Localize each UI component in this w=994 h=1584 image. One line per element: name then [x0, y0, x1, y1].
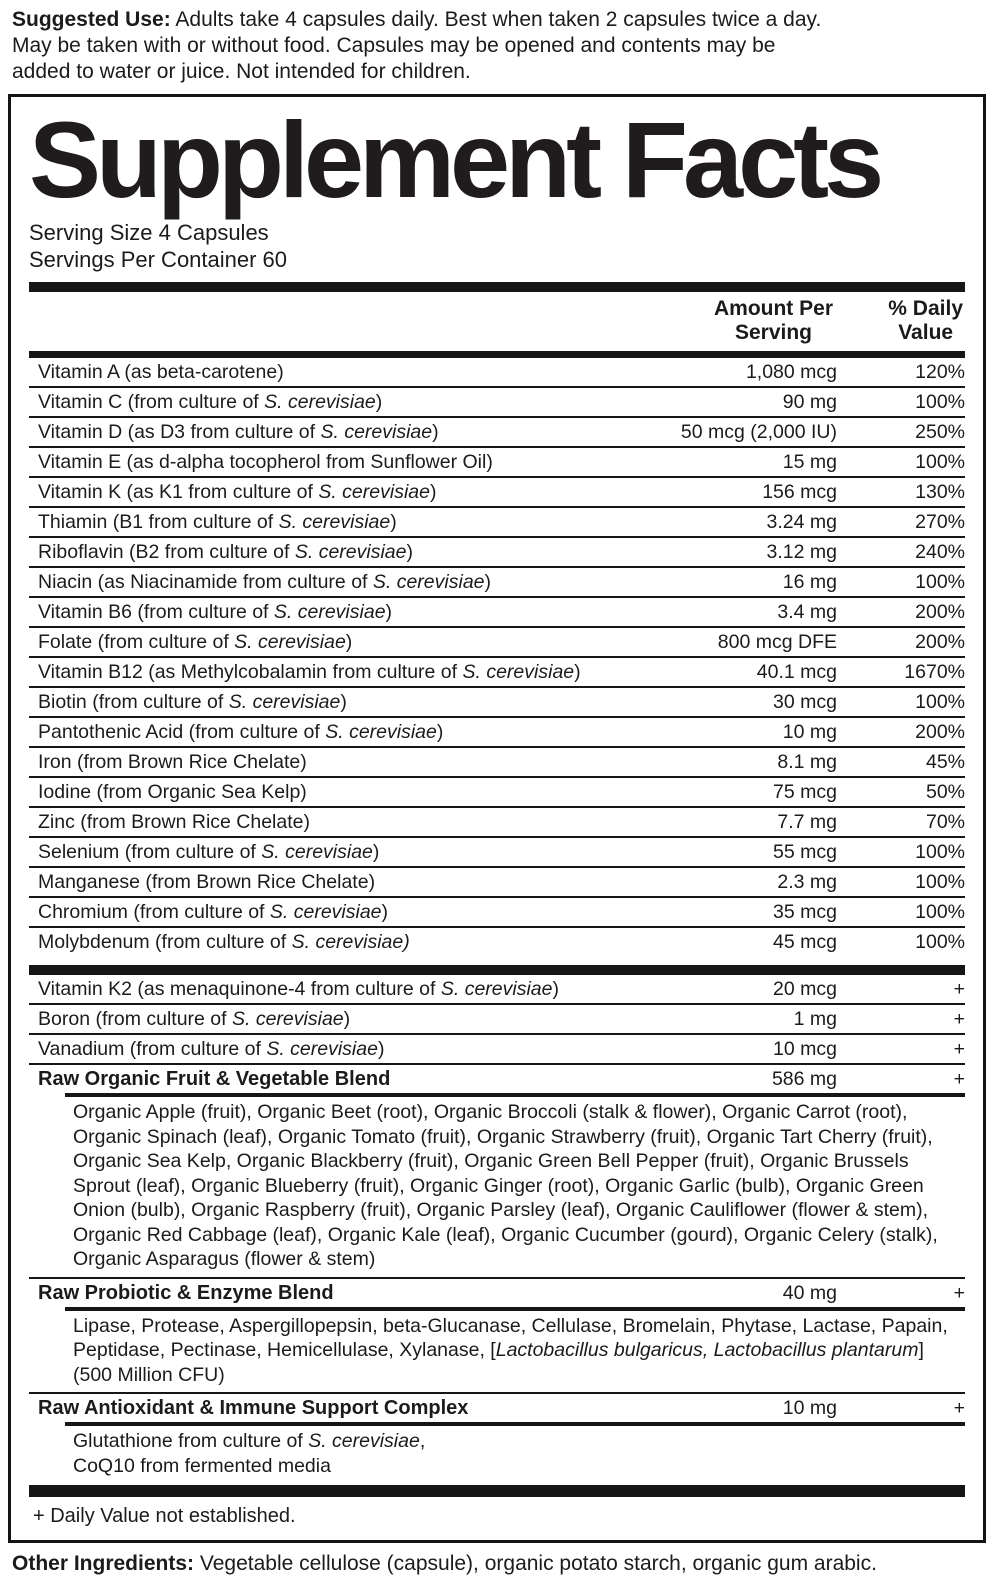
table-row [29, 898, 965, 926]
text-part: Molybdenum (from culture of [38, 931, 292, 954]
daily-value: 200% [915, 631, 965, 654]
section-divider-bar [29, 965, 965, 975]
amount-per-serving: 10 mg [782, 1397, 837, 1420]
table-row [29, 478, 965, 506]
amount-per-serving: 3.12 mg [766, 541, 837, 564]
text-part: Iron (from Brown Rice Chelate) [38, 751, 307, 774]
ingredient-name [29, 1038, 637, 1060]
suggested-use-text: Adults take 4 capsules daily. Best when taken 2 capsules twice a day. [175, 8, 822, 31]
daily-value: + [953, 1281, 965, 1304]
text-part: Raw Antioxidant & Immune Support Complex [38, 1397, 469, 1420]
text-part: Vitamin K (as K1 from culture of [38, 481, 319, 504]
text-part: ) [381, 901, 389, 924]
table-row [29, 838, 965, 866]
daily-value: 100% [915, 451, 965, 474]
daily-value: 100% [915, 691, 965, 714]
text-part: , [419, 1430, 426, 1453]
text-part: Zinc (from Brown Rice Chelate) [38, 811, 310, 834]
daily-value: 200% [915, 601, 965, 624]
species-name: S. cerevisiae [278, 511, 391, 534]
ingredient-name [29, 661, 637, 683]
ingredient-name [29, 391, 637, 413]
suggested-use-line [12, 7, 982, 33]
dv-header-text [888, 297, 963, 345]
other-ingredients-text: Vegetable cellulose (capsule), organic potato starch, organic gum arabic. [199, 1552, 877, 1576]
daily-value: 200% [915, 721, 965, 744]
text-part: ) [390, 511, 397, 534]
daily-value: 100% [915, 931, 965, 954]
daily-value: 100% [915, 391, 965, 414]
table-row [29, 628, 965, 656]
text-part: Iodine (from Organic Sea Kelp) [38, 781, 307, 804]
text-part: ) [385, 601, 393, 624]
amount-per-serving: 10 mcg [773, 1038, 837, 1061]
amount-per-serving: 35 mcg [773, 901, 837, 924]
amount-per-serving: 16 mg [782, 571, 837, 594]
ingredient-name [29, 601, 637, 623]
text-part: Chromium (from culture of [38, 901, 270, 924]
table-row [29, 1065, 965, 1093]
species-name: S. cerevisiae [232, 1008, 344, 1031]
suggested-use-line: May be taken with or without food. Capsules may be opened and contents may be [12, 34, 776, 57]
table-row [29, 808, 965, 836]
species-name: S. cerevisiae [264, 391, 376, 414]
amount-per-serving: 20 mcg [773, 978, 837, 1001]
amount-per-serving: 586 mg [771, 1068, 837, 1091]
table-row [29, 718, 965, 746]
daily-value: + [953, 1397, 965, 1420]
text-part: Vitamin C (from culture of [38, 391, 265, 414]
bottom-thick-bar [29, 1485, 965, 1497]
ingredient-name [29, 571, 637, 593]
text-part: ) [429, 481, 437, 504]
ingredient-name [29, 631, 637, 653]
table-row [29, 1279, 965, 1307]
text-part: Folate (from culture of [38, 631, 235, 654]
species-name: S. cerevisiae [440, 978, 553, 1001]
table-row [29, 358, 965, 386]
table-row [29, 928, 965, 956]
amount-per-serving: 8.1 mg [777, 751, 837, 774]
text-part: Vitamin D (as D3 from culture of [38, 421, 321, 444]
ingredient-name [29, 781, 637, 803]
dv-header-line1: % Daily [888, 297, 963, 321]
text-part: Boron (from culture of [38, 1008, 232, 1031]
text-part: ) [345, 631, 353, 654]
ingredient-name [29, 421, 637, 443]
blend-description [65, 1424, 965, 1483]
species-name: S. cerevisiae [325, 721, 437, 744]
amount-per-serving-header [633, 297, 835, 345]
table-row [29, 448, 965, 476]
ingredient-name [29, 901, 637, 923]
amount-per-serving: 40.1 mcg [756, 661, 837, 684]
daily-value: + [953, 1038, 965, 1061]
ingredient-name [29, 481, 637, 503]
text-part: ) [484, 571, 492, 594]
text-part: ) [340, 691, 347, 714]
text-part: Lipase, Protease, Aspergillopepsin, beta-Glucanase, Cellulase, Bromelain, Phytase, Lactase, Papain, Peptidase, Pectinase, Hemicellulase, Xylanase, [ [73, 1314, 948, 1362]
table-row [29, 868, 965, 896]
daily-value: 1670% [904, 661, 965, 684]
other-ingredients [0, 1549, 994, 1584]
table-row [29, 778, 965, 806]
species-name: Lactobacillus bulgaricus, Lactobacillus plantarum [495, 1339, 919, 1362]
medium-divider-bar [29, 351, 965, 358]
amount-header-text [714, 297, 833, 345]
amount-per-serving: 30 mcg [773, 691, 837, 714]
species-name: S. cerevisiae) [291, 931, 410, 954]
text-part: Organic Apple (fruit), Organic Beet (root), Organic Broccoli (stalk & flower), Organic Carrot (root), Organic Spinach (leaf), Organic Tomato (fruit), Organic Strawberry (fruit), Organic Tart Cherry (fruit), Organic Sea Kelp, Organic Blackberry (fruit), Organic Green Bell Pepper (fruit), Organic Brussels Sprout (leaf), Organic Blueberry (fruit), Organic Ginger (root), Organic Garlic (bulb), Organic Green Onion (bulb), Organic Raspberry (fruit), Organic Parsley (leaf), Organic Cauliflower (flower & stem), Organic Red Cabbage (leaf), Organic Kale (leaf), Organic Cucumber (gourd), Organic Celery (stalk), Organic Asparagus (flower & stem) [73, 1101, 938, 1271]
table-row [29, 418, 965, 446]
panel-title: Supplement Facts [29, 99, 880, 220]
blend-description [65, 1095, 965, 1277]
daily-value: + [953, 978, 965, 1001]
daily-value: 240% [915, 541, 965, 564]
amount-per-serving: 75 mcg [773, 781, 837, 804]
serving-size: Serving Size 4 Capsules [29, 220, 269, 246]
species-name: S. cerevisiae [266, 1038, 378, 1061]
amount-header-line1: Amount Per [713, 297, 833, 321]
table-row [29, 538, 965, 566]
text-part: Vitamin E (as d-alpha tocopherol from Sunflower Oil) [38, 451, 493, 474]
table-row [29, 748, 965, 776]
text-part: Raw Probiotic & Enzyme Blend [38, 1281, 334, 1304]
servings-per-container: Servings Per Container 60 [29, 247, 288, 273]
suggested-use-paragraph [0, 0, 994, 90]
text-part: ) [574, 661, 581, 684]
blend-description-line [73, 1314, 961, 1388]
text-part: Vitamin A (as beta-carotene) [38, 361, 284, 384]
ingredient-name [29, 721, 637, 743]
thick-divider-bar [29, 282, 965, 292]
ingredient-name [29, 511, 637, 533]
species-name: S. cerevisiae [320, 421, 433, 444]
ingredient-name [29, 1397, 637, 1419]
table-row [29, 388, 965, 416]
species-name: S. cerevisiae [261, 841, 373, 864]
text-part: Selenium (from culture of [38, 841, 262, 864]
blend-description [65, 1309, 965, 1393]
daily-value: 270% [915, 511, 965, 534]
species-name: S. cerevisiae [308, 1430, 420, 1453]
amount-per-serving: 800 mcg DFE [717, 631, 837, 654]
amount-per-serving: 40 mg [782, 1281, 837, 1304]
amount-per-serving: 55 mcg [773, 841, 837, 864]
ingredient-name [29, 978, 637, 1000]
amount-per-serving: 1,080 mcg [745, 361, 837, 384]
amount-per-serving: 7.7 mg [777, 811, 837, 834]
text-part: Manganese (from Brown Rice Chelate) [38, 871, 376, 894]
amount-per-serving: 15 mg [782, 451, 837, 474]
ingredient-name [29, 1008, 637, 1030]
amount-per-serving: 90 mg [782, 391, 837, 414]
text-part: ) [436, 721, 444, 744]
daily-value: 130% [915, 481, 965, 504]
text-part: Raw Organic Fruit & Vegetable Blend [38, 1068, 391, 1091]
ingredient-name [29, 1068, 637, 1090]
daily-value: + [953, 1068, 965, 1091]
daily-value: 45% [925, 751, 965, 774]
amount-per-serving: 156 mcg [762, 481, 837, 504]
text-part: ) [406, 541, 413, 564]
other-ingredients-label: Other Ingredients: [12, 1552, 195, 1576]
amount-per-serving: 45 mcg [773, 931, 837, 954]
ingredient-name [29, 931, 637, 953]
species-name: S. cerevisiae [269, 901, 382, 924]
ingredient-name [29, 811, 637, 833]
table-row [29, 658, 965, 686]
text-part: ) [552, 978, 559, 1001]
amount-header-line2: Serving [734, 321, 812, 345]
text-part: ) [377, 1038, 385, 1061]
blend-description-line [73, 1454, 961, 1479]
species-name: S. cerevisiae [234, 631, 346, 654]
table-row [29, 1005, 965, 1033]
amount-per-serving: 10 mg [782, 721, 837, 744]
blend-description-line [73, 1100, 961, 1272]
daily-value: 250% [915, 421, 965, 444]
ingredient-name [29, 1282, 637, 1304]
amount-per-serving: 1 mg [793, 1008, 837, 1031]
ingredient-name [29, 541, 637, 563]
text-part: ) [372, 841, 380, 864]
blend-description-line [73, 1429, 961, 1454]
daily-value: 50% [925, 781, 965, 804]
amount-per-serving: 3.24 mg [766, 511, 837, 534]
species-name: S. cerevisiae [372, 571, 485, 594]
amount-per-serving: 2.3 mg [777, 871, 837, 894]
daily-value-header [835, 297, 965, 345]
text-part: Thiamin (B1 from culture of [38, 511, 279, 534]
text-part: Glutathione from culture of [73, 1430, 309, 1453]
text-part: Vitamin K2 (as menaquinone-4 from culture of [38, 978, 441, 1001]
species-name: S. cerevisiae [318, 481, 430, 504]
species-name: S. cerevisiae [228, 691, 341, 714]
ingredient-name [29, 451, 637, 473]
text-part: ] (500 Million CFU) [73, 1339, 924, 1386]
text-part: ) [343, 1008, 351, 1031]
text-part: Riboflavin (B2 from culture of [38, 541, 295, 564]
text-part: Pantothenic Acid (from culture of [38, 721, 326, 744]
text-part: Vitamin B12 (as Methylcobalamin from culture of [38, 661, 463, 684]
daily-value: 100% [915, 871, 965, 894]
text-part: ) [432, 421, 439, 444]
column-headers [29, 292, 965, 351]
text-part: Vitamin B6 (from culture of [38, 601, 274, 624]
text-part: ) [375, 391, 383, 414]
daily-value: 100% [915, 571, 965, 594]
supplement-facts-panel [8, 94, 986, 1543]
species-name: S. cerevisiae [273, 601, 386, 624]
table-row [29, 1035, 965, 1063]
suggested-use-label: Suggested Use: [12, 8, 171, 31]
text-part: CoQ10 from fermented media [73, 1454, 331, 1477]
table-row [29, 598, 965, 626]
ingredient-name [29, 871, 637, 893]
table-row [29, 568, 965, 596]
daily-value-footnote: + Daily Value not established. [33, 1505, 296, 1528]
text-part: Vanadium (from culture of [38, 1038, 267, 1061]
daily-value: 120% [915, 361, 965, 384]
amount-per-serving: 50 mcg (2,000 IU) [680, 421, 837, 444]
ingredient-name [29, 361, 637, 383]
species-name: S. cerevisiae [462, 661, 575, 684]
ingredient-name [29, 691, 637, 713]
species-name: S. cerevisiae [294, 541, 407, 564]
text-part: Biotin (from culture of [38, 691, 229, 714]
table-row [29, 1394, 965, 1422]
rows-container [29, 358, 965, 1483]
amount-per-serving: 3.4 mg [777, 601, 837, 624]
daily-value: 100% [915, 901, 965, 924]
daily-value: 100% [915, 841, 965, 864]
daily-value: 70% [925, 811, 965, 834]
ingredient-name [29, 841, 637, 863]
table-row [29, 688, 965, 716]
text-part: Niacin (as Niacinamide from culture of [38, 571, 373, 594]
dv-header-line2: Value [898, 321, 954, 345]
table-row [29, 975, 965, 1003]
suggested-use-line: added to water or juice. Not intended for children. [12, 60, 471, 83]
ingredient-name [29, 751, 637, 773]
daily-value: + [953, 1008, 965, 1031]
table-row [29, 508, 965, 536]
